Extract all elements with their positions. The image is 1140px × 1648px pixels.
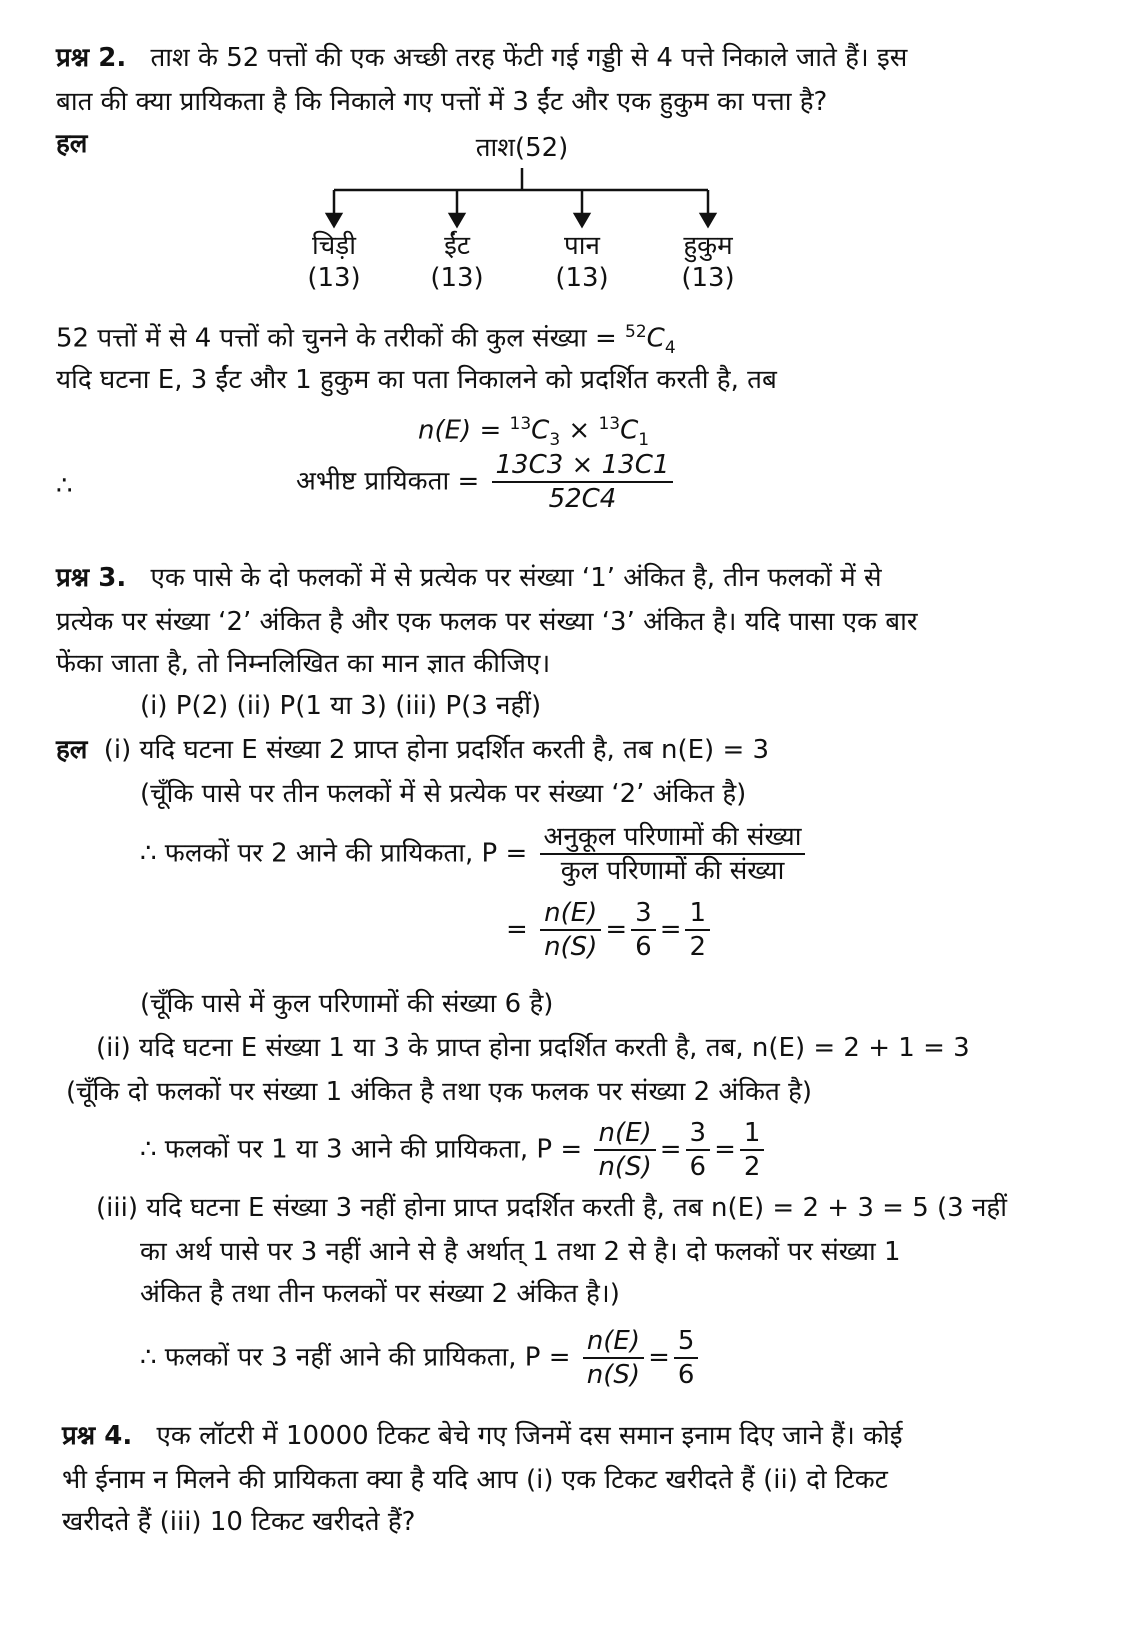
q3-part-i-numerator: अनुकूल परिणामों की संख्या — [540, 822, 806, 855]
q2-probability-fraction — [492, 450, 674, 514]
q2-nE-e: C — [620, 415, 639, 446]
q2-probability-denominator: 52C4 — [548, 484, 617, 514]
q2-nE-b: C — [531, 415, 550, 446]
question-3-label: प्रश्न 3. — [56, 563, 127, 593]
q2-line-nE — [418, 408, 649, 456]
tree-leaf-eent: ईंट — [444, 231, 470, 261]
q2-required-probability — [296, 450, 677, 514]
q2-total-ways-c: C — [646, 323, 665, 354]
q3-part-ii-note: (चूँकि दो फलकों पर संख्या 1 अंकित है तथा एक फलक पर संख्या 2 अंकित है) — [66, 1077, 813, 1107]
frac-denominator: n(S) — [544, 932, 598, 962]
question-4-line-3: खरीदते हैं (iii) 10 टिकट खरीदते हैं? — [62, 1507, 416, 1537]
question-2-label: प्रश्न 2. — [56, 43, 127, 73]
frac-denominator: n(S) — [598, 1152, 652, 1182]
q2-required-probability-label: अभीष्ट प्रायिकता = — [296, 466, 480, 497]
question-3-line-3: फेंका जाता है, तो निम्नलिखित का मान ज्ञात कीजिए। — [56, 649, 551, 679]
tree-leaf-chidi: चिड़ी — [312, 231, 356, 261]
frac-numerator: 3 — [686, 1118, 711, 1151]
q3-part-iii-frac-5-6 — [674, 1326, 699, 1390]
q3-part-i-text: (i) यदि घटना E संख्या 2 प्राप्त होना प्रदर्शित करती है, तब n(E) = 3 — [103, 735, 770, 765]
tree-root: ताश(52) — [475, 133, 569, 163]
frac-numerator: n(E) — [583, 1326, 644, 1359]
q3-part-iii-line-2: का अर्थ पासे पर 3 नहीं आने से है अर्थात् 1 तथा 2 से है। दो फलकों पर संख्या 1 — [140, 1237, 901, 1267]
question-3-line-1 — [56, 562, 882, 594]
frac-numerator: n(E) — [594, 1118, 655, 1151]
q3-part-ii-probability: ∴ फलकों पर 1 या 3 आने की प्रायिकता, P = $\frac{n(E)}{n(S)}$ = $\frac{3}{6}$ = $\frac{1}{2}$ — [140, 1118, 768, 1182]
q2-total-ways-sub: 4 — [664, 337, 676, 358]
q3-part-iii-probability: ∴ फलकों पर 3 नहीं आने की प्रायिकता, P = $\frac{n(E)}{n(S)}$ = $\frac{5}{6}$ — [140, 1326, 702, 1390]
q3-part-ii-frac-1-2 — [740, 1118, 765, 1182]
question-4-line-1 — [62, 1420, 903, 1452]
q3-part-ii-frac-3-6 — [686, 1118, 711, 1182]
q2-total-ways-sup: 52 — [625, 322, 647, 342]
q3-part-i-fraction — [540, 822, 806, 886]
q3-part-iii-frac-nE — [583, 1326, 644, 1390]
q2-total-ways-text: 52 पत्तों में से 4 पत्तों को चुनने के तरीकों की कुल संख्या = — [56, 323, 626, 354]
q3-part-i-equation: = $\frac{n(E)}{n(S)}$ = $\frac{3}{6}$ = $\frac{1}{2}$ — [506, 898, 714, 962]
q2-nE-label: n(E) = — [418, 415, 510, 446]
frac-denominator: 2 — [689, 932, 707, 962]
frac-denominator: 6 — [635, 932, 652, 962]
question-3-text-1: एक पासे के दो फलकों में से प्रत्येक पर संख्या ‘1’ अंकित है, तीन फलकों में से — [150, 563, 882, 593]
therefore-symbol: ∴ — [56, 471, 73, 501]
q3-part-i-frac-nE — [540, 898, 601, 962]
question-2-text-1: ताश के 52 पत्तों की एक अच्छी तरह फेंटी गई गड्डी से 4 पत्ते निकाले जाते हैं। इस — [150, 43, 908, 73]
tree-leaf-paan-count: (13) — [555, 263, 609, 293]
frac-numerator: n(E) — [540, 898, 601, 931]
q3-part-i-note: (चूँकि पासे पर तीन फलकों में से प्रत्येक पर संख्या ‘2’ अंकित है) — [140, 779, 747, 809]
q2-line-event: यदि घटना E, 3 ईंट और 1 हुकुम का पता निकालने को प्रदर्शित करती है, तब — [56, 365, 777, 395]
q3-part-i-line-1 — [56, 734, 769, 766]
q2-nE-c: 3 — [549, 429, 561, 450]
q3-part-i-frac-3-6 — [631, 898, 656, 962]
question-2-line-2: बात की क्या प्रायिकता है कि निकाले गए पत्तों में 3 ईंट और एक हुकुम का पत्ता है? — [56, 87, 828, 117]
q3-part-i-equals: = — [506, 914, 528, 945]
question-4-text-1: एक लॉटरी में 10000 टिकट बेचे गए जिनमें दस समान इनाम दिए जाने हैं। कोई — [156, 1421, 903, 1451]
q3-solution-label: हल — [56, 735, 88, 765]
question-4-line-2: भी ईनाम न मिलने की प्रायिकता क्या है यदि आप (i) एक टिकट खरीदते हैं (ii) दो टिकट — [62, 1465, 888, 1495]
frac-denominator: 2 — [743, 1152, 761, 1182]
tree-leaf-paan: पान — [564, 231, 600, 261]
q3-part-iii-probability-label: ∴ फलकों पर 3 नहीं आने की प्रायिकता, P = — [140, 1342, 571, 1373]
tree-leaf-eent-count: (13) — [430, 263, 484, 293]
frac-denominator: n(S) — [586, 1360, 641, 1390]
q2-probability-numerator: 13C3 × 13C1 — [492, 450, 674, 483]
frac-denominator: 6 — [689, 1152, 707, 1182]
frac-numerator: 1 — [685, 898, 710, 931]
q3-part-i-total-note: (चूँकि पासे में कुल परिणामों की संख्या 6 है) — [140, 989, 554, 1019]
frac-numerator: 1 — [740, 1118, 765, 1151]
question-3-parts: (i) P(2) (ii) P(1 या 3) (iii) P(3 नहीं) — [140, 691, 542, 721]
frac-numerator: 3 — [631, 898, 656, 931]
q3-part-i-frac-1-2 — [685, 898, 710, 962]
question-4-label: प्रश्न 4. — [62, 1421, 133, 1451]
q2-nE-a: 13 — [509, 414, 532, 434]
solution-label: हल — [56, 129, 88, 159]
q3-part-iii-line-1: (iii) यदि घटना E संख्या 3 नहीं होना प्राप्त प्रदर्शित करती है, तब n(E) = 2 + 3 = 5 (3 नहीं — [96, 1193, 1007, 1223]
question-3-line-2: प्रत्येक पर संख्या ‘2’ अंकित है और एक फलक पर संख्या ‘3’ अंकित है। यदि पासा एक बार — [56, 607, 918, 637]
q3-part-ii-frac-nE — [594, 1118, 655, 1182]
q3-part-ii-line-1: (ii) यदि घटना E संख्या 1 या 3 के प्राप्त होना प्रदर्शित करती है, तब, n(E) = 2 + 1 = 3 — [96, 1033, 970, 1063]
q3-part-i-probability-label: ∴ फलकों पर 2 आने की प्रायिकता, P = — [140, 838, 528, 869]
q3-part-i-probability — [140, 822, 809, 886]
q3-part-iii-line-3: अंकित है तथा तीन फलकों पर संख्या 2 अंकित है।) — [140, 1279, 620, 1309]
q3-part-ii-probability-label: ∴ फलकों पर 1 या 3 आने की प्रायिकता, P = — [140, 1134, 583, 1165]
tree-leaf-hukum: हुकुम — [683, 231, 733, 261]
q2-nE-d: 13 — [598, 414, 621, 434]
q2-nE-f: 1 — [638, 429, 650, 450]
tree-leaf-hukum-count: (13) — [681, 263, 735, 293]
q2-nE-times: × — [560, 415, 599, 446]
frac-denominator: 6 — [677, 1360, 695, 1390]
q2-line-total-ways — [56, 316, 676, 364]
q3-part-i-denominator: कुल परिणामों की संख्या — [560, 856, 785, 886]
tree-leaf-chidi-count: (13) — [307, 263, 361, 293]
frac-numerator: 5 — [674, 1326, 699, 1359]
